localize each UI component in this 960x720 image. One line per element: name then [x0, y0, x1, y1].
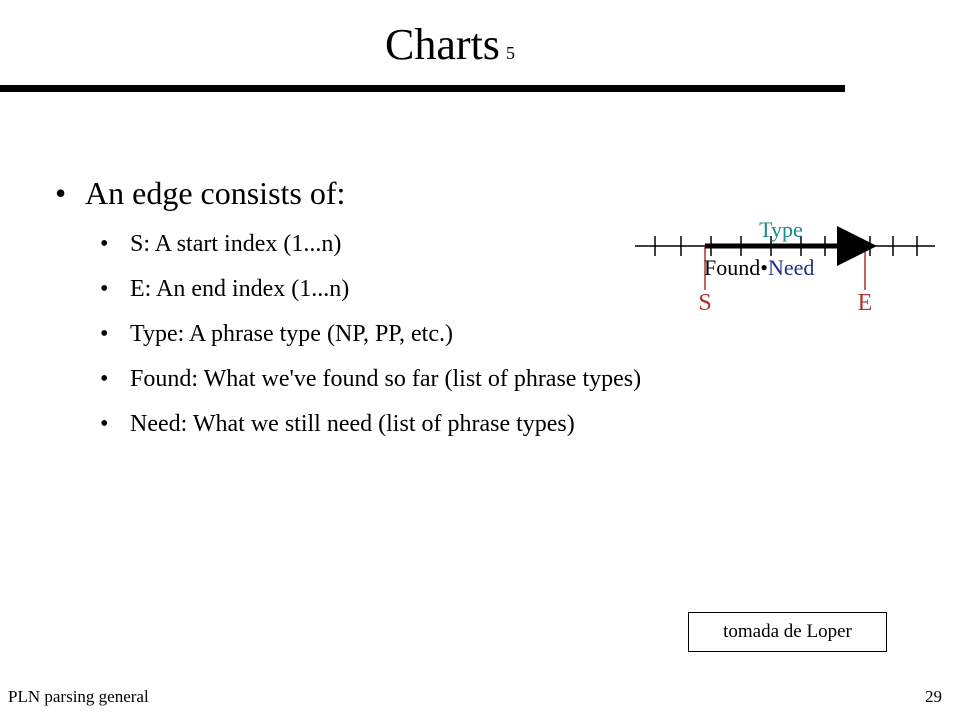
- page-number: 29: [925, 687, 942, 706]
- sub-bullet-end-index: • E: An end index (1...n): [100, 267, 855, 312]
- slide-title-text: Charts: [385, 20, 500, 69]
- edge-found-label: Found: [704, 255, 761, 280]
- edge-dot-separator: •: [760, 255, 768, 280]
- end-index-label: E: [857, 290, 873, 316]
- sub-bullet-need: • Need: What we still need (list of phrase types): [100, 402, 855, 447]
- edge-need-label: Need: [767, 255, 815, 280]
- slide-title-number: 5: [505, 43, 515, 63]
- sub-bullet-type: • Type: A phrase type (NP, PP, etc.): [100, 312, 855, 357]
- start-index-label: S: [698, 290, 712, 316]
- edge-found-need-label: [704, 255, 814, 280]
- sub-bullet-found: • Found: What we've found so far (list of phrase types): [100, 357, 855, 402]
- title-divider: [0, 85, 845, 92]
- edge-diagram-svg: [625, 210, 945, 320]
- source-note: tomada de Loper: [688, 612, 887, 652]
- edge-diagram: [625, 210, 945, 320]
- edge-type-label: Type: [759, 217, 803, 242]
- sub-bullet-start-index: • S: A start index (1...n): [100, 222, 855, 267]
- footer-course: PLN parsing general: [8, 687, 149, 706]
- slide-title: [0, 18, 900, 80]
- main-bullet: • An edge consists of:: [55, 170, 855, 216]
